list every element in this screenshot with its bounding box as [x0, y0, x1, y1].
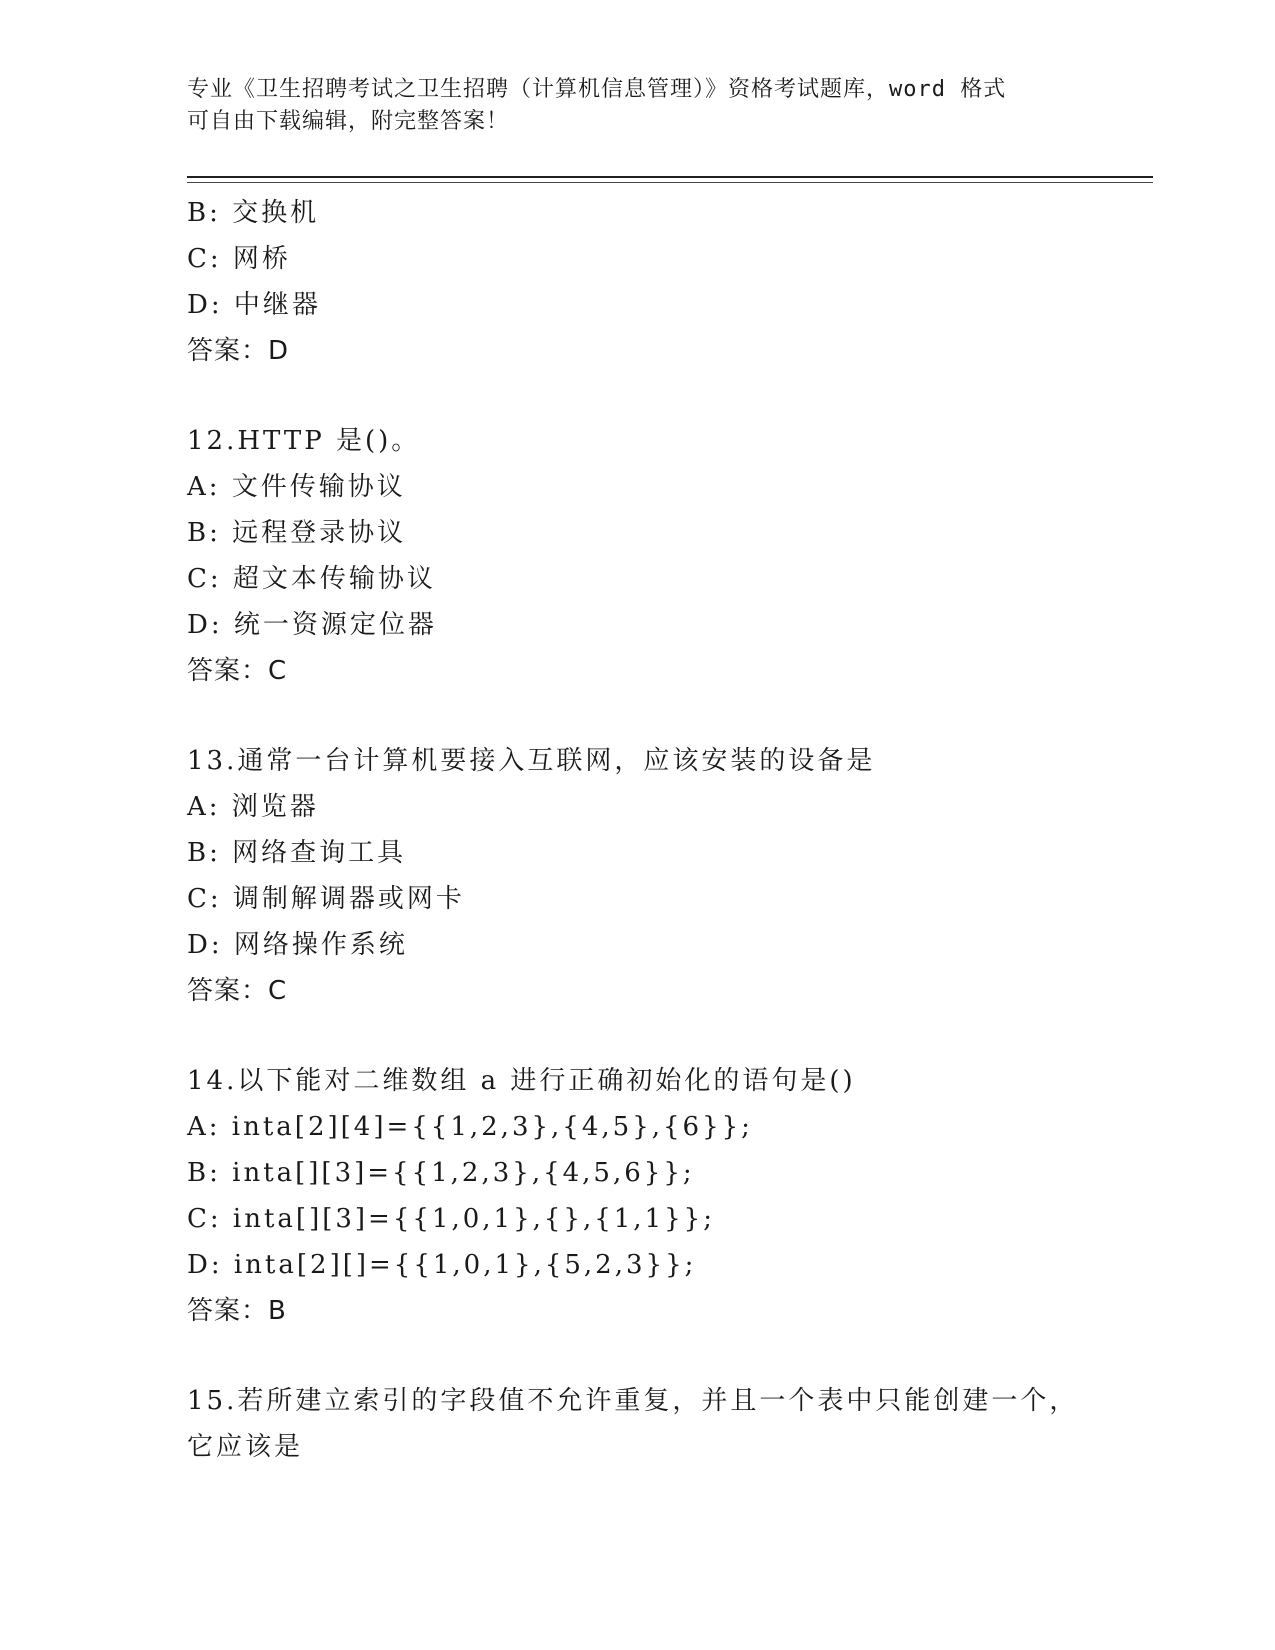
- header-divider-thin: [187, 182, 1153, 183]
- option-a: A: 文件传输协议: [187, 472, 406, 502]
- header-line-1: 专业《卫生招聘考试之卫生招聘（计算机信息管理）》资格考试题库，word 格式: [187, 77, 1007, 102]
- question-stem: 14.以下能对二维数组 a 进行正确初始化的语句是(): [187, 1066, 856, 1096]
- option-b: B: 交换机: [187, 198, 320, 228]
- option-b: B: 远程登录协议: [187, 518, 407, 548]
- option-c: C: 调制解调器或网卡: [187, 884, 465, 914]
- option-a: A: 浏览器: [187, 792, 319, 822]
- option-d: D: inta[2][]={{1,0,1},{5,2,3}};: [187, 1250, 697, 1280]
- question-13: [187, 738, 1153, 1014]
- spacer: [187, 1334, 1153, 1378]
- question-stem: 12.HTTP 是()。: [187, 426, 421, 456]
- option-c: C: inta[][3]={{1,0,1},{},{1,1}};: [187, 1204, 715, 1234]
- answer-line: 答案：D: [187, 336, 290, 366]
- answer-line: 答案：C: [187, 656, 288, 686]
- spacer: [187, 1014, 1153, 1058]
- document-header: [187, 74, 1087, 138]
- option-d: D: 统一资源定位器: [187, 610, 437, 640]
- answer-line: 答案：B: [187, 1296, 287, 1326]
- option-d: D: 网络操作系统: [187, 930, 408, 960]
- option-c: C: 超文本传输协议: [187, 564, 436, 594]
- header-line-2: 可自由下载编辑，附完整答案！: [187, 109, 510, 134]
- question-stem-line-1: 15.若所建立索引的字段值不允许重复，并且一个表中只能创建一个，: [187, 1386, 1079, 1416]
- option-a: A: inta[2][4]={{1,2,3},{4,5},{6}};: [187, 1112, 753, 1142]
- option-b: B: inta[][3]={{1,2,3},{4,5,6}};: [187, 1158, 695, 1188]
- option-d: D: 中继器: [187, 290, 321, 320]
- question-14: [187, 1058, 1153, 1334]
- header-divider-thick: [187, 176, 1153, 178]
- question-content: [187, 190, 1153, 1470]
- question-15: [187, 1378, 1153, 1470]
- question-12: [187, 418, 1153, 694]
- question-11-continued: [187, 190, 1153, 374]
- option-b: B: 网络查询工具: [187, 838, 407, 868]
- question-stem-line-2: 它应该是: [187, 1432, 304, 1462]
- answer-line: 答案：C: [187, 976, 288, 1006]
- question-stem: 13.通常一台计算机要接入互联网，应该安装的设备是: [187, 746, 876, 776]
- spacer: [187, 374, 1153, 418]
- spacer: [187, 694, 1153, 738]
- option-c: C: 网桥: [187, 244, 291, 274]
